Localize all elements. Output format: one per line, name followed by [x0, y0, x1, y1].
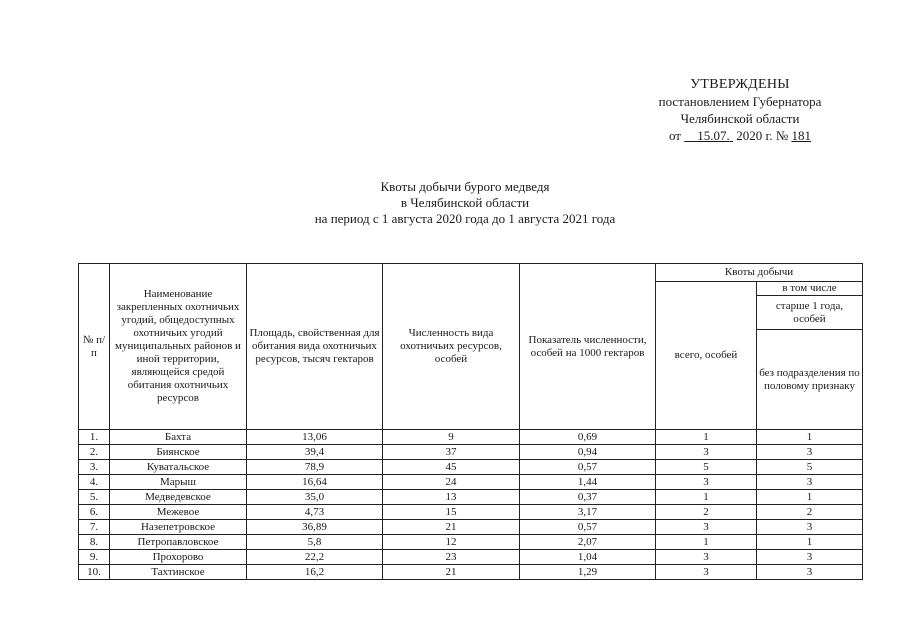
header-no-sex: без подразделения по половому признаку	[757, 330, 863, 430]
title-line-3: на период с 1 августа 2020 года до 1 августа 2021 года	[314, 211, 616, 226]
cell-density: 0,57	[520, 520, 656, 535]
cell-count: 37	[383, 445, 520, 460]
cell-name: Межевое	[110, 505, 247, 520]
quota-table	[78, 263, 863, 580]
approval-heading: УТВЕРЖДЕНЫ	[690, 77, 790, 92]
cell-quota: 3	[757, 565, 863, 580]
title-line-2: в Челябинской области	[400, 195, 530, 210]
title-line-1: Квоты добычи бурого медведя	[380, 179, 550, 194]
table-row	[79, 430, 863, 445]
cell-num: 3.	[79, 460, 110, 475]
table-body	[79, 430, 863, 580]
cell-area: 13,06	[247, 430, 383, 445]
cell-density: 0,37	[520, 490, 656, 505]
cell-name: Куватальское	[110, 460, 247, 475]
cell-total: 1	[656, 490, 757, 505]
cell-count: 13	[383, 490, 520, 505]
decree-number: 181	[791, 128, 812, 143]
cell-quota: 1	[757, 490, 863, 505]
header-quota-group: Квоты добычи	[656, 264, 863, 282]
cell-quota: 3	[757, 445, 863, 460]
cell-name: Медведевское	[110, 490, 247, 505]
cell-density: 2,07	[520, 535, 656, 550]
table-row	[79, 565, 863, 580]
cell-quota: 2	[757, 505, 863, 520]
cell-count: 24	[383, 475, 520, 490]
cell-name: Марыш	[110, 475, 247, 490]
cell-density: 1,04	[520, 550, 656, 565]
cell-area: 4,73	[247, 505, 383, 520]
cell-total: 3	[656, 520, 757, 535]
cell-count: 9	[383, 430, 520, 445]
cell-num: 9.	[79, 550, 110, 565]
table-row	[79, 520, 863, 535]
cell-num: 7.	[79, 520, 110, 535]
table-row	[79, 475, 863, 490]
cell-num: 5.	[79, 490, 110, 505]
cell-area: 22,2	[247, 550, 383, 565]
header-including: в том числе	[757, 282, 863, 296]
header-total: всего, особей	[656, 282, 757, 430]
cell-name: Назепетровское	[110, 520, 247, 535]
cell-quota: 3	[757, 475, 863, 490]
cell-name: Бахта	[110, 430, 247, 445]
cell-density: 0,94	[520, 445, 656, 460]
cell-area: 35,0	[247, 490, 383, 505]
cell-quota: 3	[757, 550, 863, 565]
cell-density: 1,44	[520, 475, 656, 490]
cell-name: Прохорово	[110, 550, 247, 565]
cell-total: 3	[656, 550, 757, 565]
cell-num: 2.	[79, 445, 110, 460]
approval-decree-line: постановлением Губернатора	[658, 94, 822, 109]
approval-region-line: Челябинской области	[680, 111, 800, 126]
cell-total: 3	[656, 475, 757, 490]
cell-count: 23	[383, 550, 520, 565]
table-row	[79, 550, 863, 565]
cell-quota: 5	[757, 460, 863, 475]
header-name: Наименование закрепленных охотничьих угодий, общедоступных охотничьих угодий муниципальных районов и иной территории, являющейся средой обитания охотничьих ресурсов	[110, 264, 247, 430]
cell-total: 1	[656, 535, 757, 550]
cell-count: 21	[383, 520, 520, 535]
cell-name: Петропавловское	[110, 535, 247, 550]
document-title	[230, 179, 700, 227]
cell-quota: 3	[757, 520, 863, 535]
cell-area: 39,4	[247, 445, 383, 460]
approval-date-line	[630, 127, 850, 144]
cell-num: 10.	[79, 565, 110, 580]
cell-num: 6.	[79, 505, 110, 520]
table-row	[79, 505, 863, 520]
header-count: Численность вида охотничьих ресурсов, особей	[383, 264, 520, 430]
cell-total: 2	[656, 505, 757, 520]
cell-area: 36,89	[247, 520, 383, 535]
decree-year: 2020 г. №	[736, 128, 789, 143]
cell-count: 45	[383, 460, 520, 475]
header-area: Площадь, свойственная для обитания вида охотничьих ресурсов, тысяч гектаров	[247, 264, 383, 430]
table-row	[79, 460, 863, 475]
table-row	[79, 490, 863, 505]
cell-count: 12	[383, 535, 520, 550]
cell-area: 16,64	[247, 475, 383, 490]
header-num: № п/п	[79, 264, 110, 430]
cell-density: 3,17	[520, 505, 656, 520]
cell-count: 15	[383, 505, 520, 520]
table-row	[79, 445, 863, 460]
cell-quota: 1	[757, 535, 863, 550]
cell-density: 0,57	[520, 460, 656, 475]
cell-num: 4.	[79, 475, 110, 490]
cell-total: 3	[656, 565, 757, 580]
cell-density: 1,29	[520, 565, 656, 580]
cell-area: 78,9	[247, 460, 383, 475]
cell-name: Биянское	[110, 445, 247, 460]
cell-count: 21	[383, 565, 520, 580]
cell-area: 5,8	[247, 535, 383, 550]
header-density: Показатель численности, особей на 1000 гектаров	[520, 264, 656, 430]
cell-quota: 1	[757, 430, 863, 445]
approval-block	[630, 76, 850, 144]
table-row	[79, 535, 863, 550]
cell-num: 8.	[79, 535, 110, 550]
cell-num: 1.	[79, 430, 110, 445]
cell-total: 3	[656, 445, 757, 460]
cell-total: 5	[656, 460, 757, 475]
cell-density: 0,69	[520, 430, 656, 445]
date-prefix: от	[668, 128, 681, 143]
cell-name: Тахтинское	[110, 565, 247, 580]
cell-total: 1	[656, 430, 757, 445]
header-older: старше 1 года, особей	[757, 296, 863, 330]
cell-area: 16,2	[247, 565, 383, 580]
decree-date: 15.07.	[697, 128, 730, 143]
